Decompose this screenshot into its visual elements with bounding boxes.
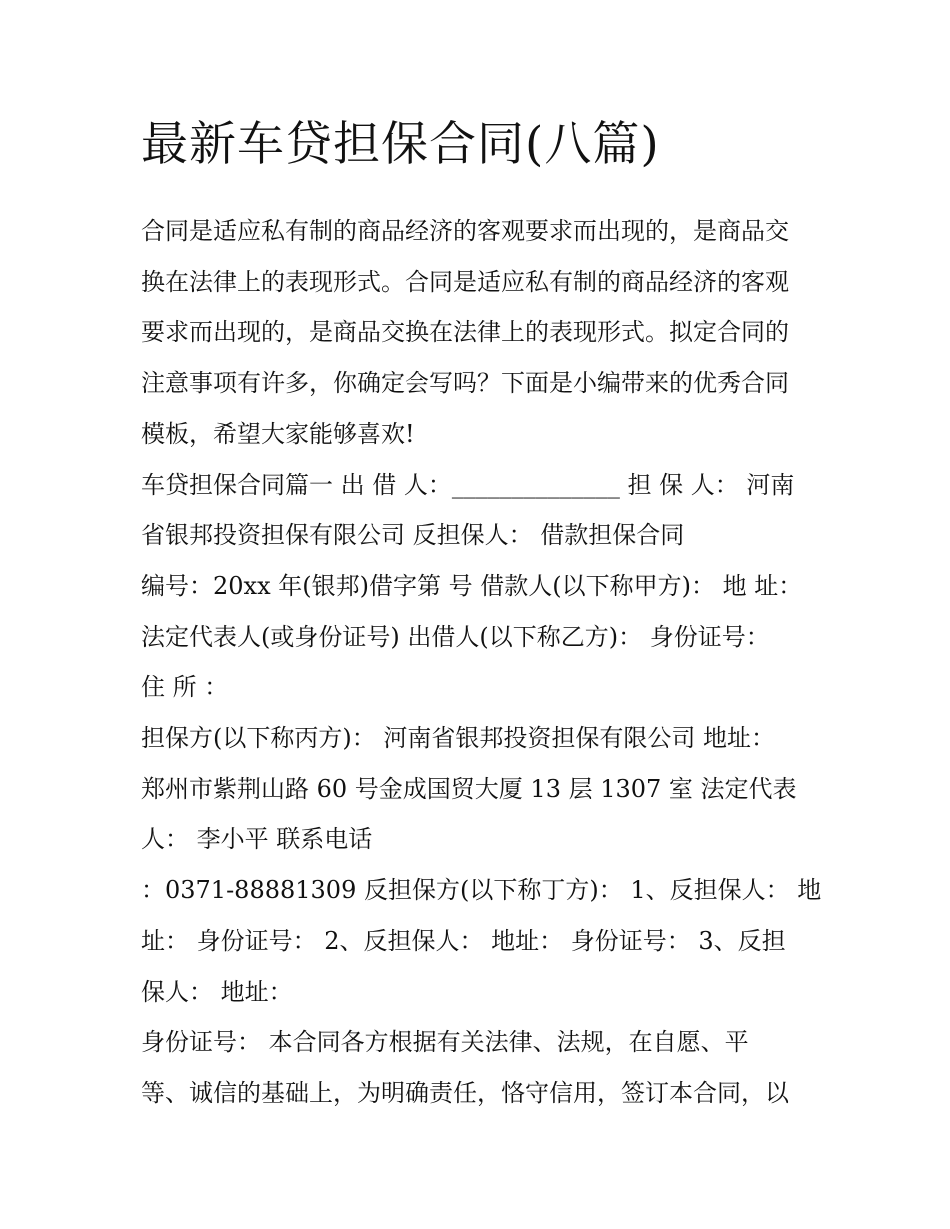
document-body (141, 206, 822, 1119)
body-line: 要求而出现的，是商品交换在法律上的表现形式。拟定合同的 (141, 318, 789, 347)
document-title: 最新车贷担保合同(八篇) (141, 117, 660, 172)
body-line: 合同是适应私有制的商品经济的客观要求而出现的，是商品交 (141, 217, 789, 245)
body-line: 人： 李小平 联系电话 (141, 825, 373, 854)
body-line: 担保方(以下称丙方)： 河南省银邦投资担保有限公司 地址： (141, 724, 775, 753)
body-line: 身份证号： 本合同各方根据有关法律、法规，在自愿、平 (141, 1028, 749, 1057)
body-line: ：0371-88881309 反担保方(以下称丁方)： 1、反担保人： 地 (141, 876, 822, 905)
body-line: 省银邦投资担保有限公司 反担保人： 借款担保合同 (141, 521, 685, 550)
body-line: 注意事项有许多，你确定会写吗？下面是小编带来的优秀合同 (141, 369, 789, 398)
body-line: 保人： 地址： (141, 977, 293, 1006)
body-line: 车贷担保合同篇一 出 借 人：______________ 担 保 人： 河南 (141, 470, 795, 499)
body-line: 住 所 ： (141, 673, 229, 702)
body-line: 址： 身份证号： 2、反担保人： 地址： 身份证号： 3、反担 (141, 926, 786, 955)
body-line: 等、诚信的基础上，为明确责任，恪守信用，签订本合同，以 (141, 1078, 789, 1107)
body-line: 郑州市紫荆山路 60 号金成国贸大厦 13 层 1307 室 法定代表 (141, 774, 797, 803)
body-line: 法定代表人(或身份证号) 出借人(以下称乙方)： 身份证号： (141, 622, 770, 651)
body-line: 换在法律上的表现形式。合同是适应私有制的商品经济的客观 (141, 267, 789, 296)
document-page (141, 112, 822, 1119)
body-line: 编号：20xx 年(银邦)借字第 号 借款人(以下称甲方)： 地 址： (141, 571, 803, 600)
body-line: 模板，希望大家能够喜欢! (141, 419, 415, 448)
